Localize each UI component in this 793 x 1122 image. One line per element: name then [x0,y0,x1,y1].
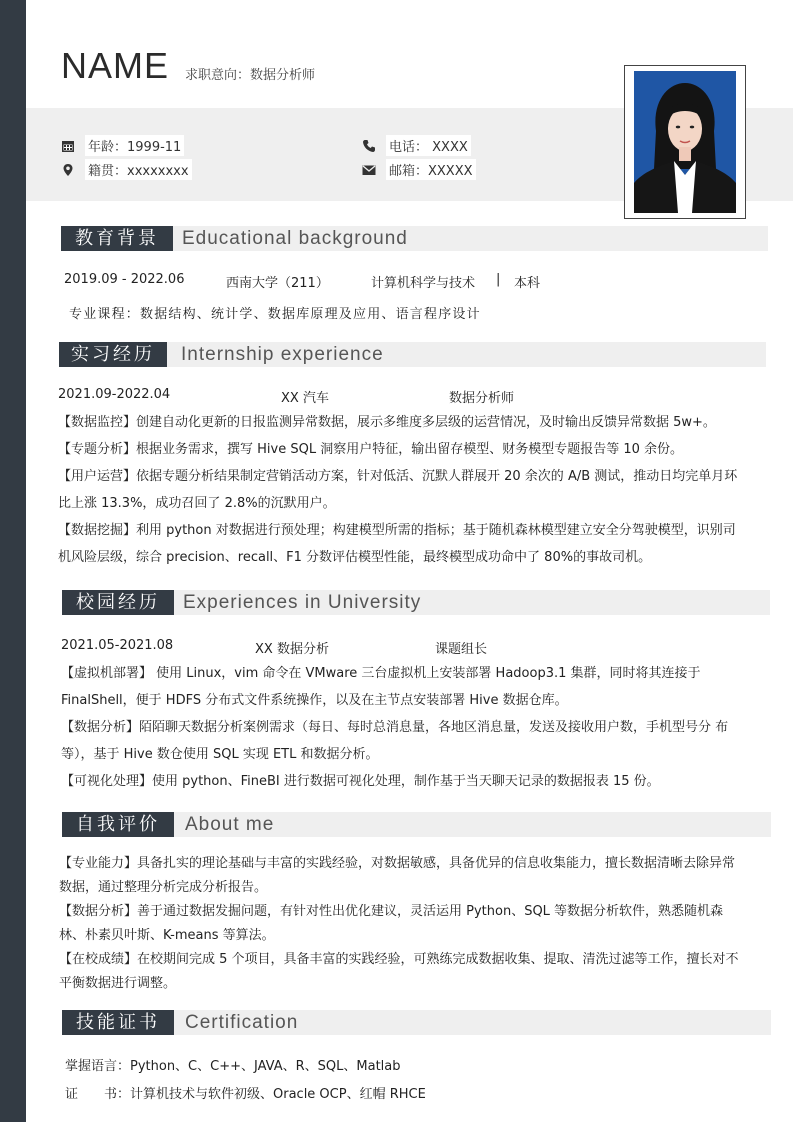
cert-certificates: 证 书：计算机技术与软件初级、Oracle OCP、红帽 RHCE [65,1087,426,1102]
profile-photo-frame [624,65,746,219]
campus-org: XX 数据分析 [255,642,329,657]
list-item: 【专题分析】根据业务需求，撰写 Hive SQL 洞察用户特征，输出留存模型、财务模型专题报告等 10 余份。 [58,442,684,457]
list-item: 【数据监控】创建自动化更新的日报监测异常数据，展示多维度多层级的运营情况，及时输出反馈异常数据 5w+。 [58,415,716,430]
portrait-image [634,71,736,213]
section-campus-header [62,590,770,615]
section-campus-title-en: Experiences in University [183,592,422,613]
section-campus-title-cn: 校园经历 [62,590,174,615]
campus-items [61,660,747,795]
location-pin-icon [61,163,75,177]
section-about-title-cn: 自我评价 [62,812,174,837]
list-item: 【在校成绩】在校期间完成 5 个项目，具备丰富的实践经验，可熟练完成数据收集、提取、清洗过滤等工作，擅长对不平衡数据进行调整。 [59,952,739,991]
edu-period: 2019.09 - 2022.06 [64,272,185,287]
section-internship-title-en: Internship experience [181,344,384,365]
info-email [362,159,476,180]
list-item: 【专业能力】具备扎实的理论基础与丰富的实践经验，对数据敏感，具备优异的信息收集能力，擅长数据清晰去除异常数据，通过整理分析完成分析报告。 [59,856,736,895]
section-cert-title-en: Certification [185,1012,299,1033]
about-items [59,852,747,996]
list-item: 【虚拟机部署】 使用 Linux，vim 命令在 VMware 三台虚拟机上安装部署 Hadoop3.1 集群，同时将其连接于 FinalShell，便于 HDFS 分布式文件系统操作，以及在主节点安装部署 Hive 数据仓库。 [61,666,701,708]
edu-major: 计算机科学与技术 [371,276,476,291]
section-cert-header [62,1010,771,1035]
phone-icon [362,139,376,153]
origin-text: 籍贯：xxxxxxxx [85,159,192,180]
list-item: 【数据分析】陌陌聊天数据分析案例需求（每日、每时总消息量，各地区消息量，发送及接收用户数，手机型号分 布等），基于 Hive 数仓使用 SQL 实现 ETL 和数据分析。 [61,720,729,762]
section-internship-title-cn: 实习经历 [59,342,167,367]
section-education-title-cn: 教育背景 [61,226,173,251]
info-age [61,135,184,156]
calendar-icon [61,139,75,153]
section-education-title-en: Educational background [182,228,408,249]
phone-text: 电话： XXXX [386,135,471,156]
section-internship-header [59,342,766,367]
email-text: 邮箱：XXXXX [386,159,476,180]
list-item: 【用户运营】依据专题分析结果制定营销活动方案，针对低活、沉默人群展开 20 余次的 A/B 测试，推动日均完单月环比上涨 13.3%，成功召回了 2.8%的沉默用户。 [58,469,738,511]
campus-period: 2021.05-2021.08 [61,638,174,653]
job-intent: 求职意向：数据分析师 [185,68,316,83]
section-about-header [62,812,771,837]
edu-school: 西南大学（211） [226,276,329,291]
section-about-title-en: About me [185,814,275,835]
age-text: 年龄：1999-11 [85,135,184,156]
sidebar-bar [0,0,26,1122]
info-origin [61,159,192,180]
profile-photo [634,71,736,213]
list-item: 【可视化处理】使用 python、FineBI 进行数据可视化处理，制作基于当天聊天记录的数据报表 15 份。 [61,774,660,789]
candidate-name: NAME [61,45,170,86]
list-item: 【数据分析】善于通过数据发掘问题，有针对性出优化建议，灵活运用 Python、SQL 等数据分析软件，熟悉随机森林、朴素贝叶斯、K-means 等算法。 [59,904,724,943]
list-item: 【数据挖掘】利用 python 对数据进行预处理；构建模型所需的指标；基于随机森林模型建立安全分驾驶模型，识别司机风险层级，综合 precision、recall、F1 分数评估模型性能，最终模型成功命中了 80%的事故司机。 [58,523,736,565]
intern-company: XX 汽车 [281,391,329,406]
edu-separator: | [496,272,501,287]
section-education-header [61,226,768,251]
edu-degree: 本科 [514,276,541,291]
info-phone [362,135,471,156]
edu-courses: 专业课程：数据结构、统计学、数据库原理及应用、语言程序设计 [69,307,481,322]
section-cert-title-cn: 技能证书 [62,1010,174,1035]
intern-items [58,409,748,571]
intern-period: 2021.09-2022.04 [58,387,171,402]
campus-role: 课题组长 [435,642,488,657]
cert-languages: 掌握语言：Python、C、C++、JAVA、R、SQL、Matlab [65,1059,401,1074]
intern-role: 数据分析师 [449,391,515,406]
envelope-icon [362,163,376,177]
